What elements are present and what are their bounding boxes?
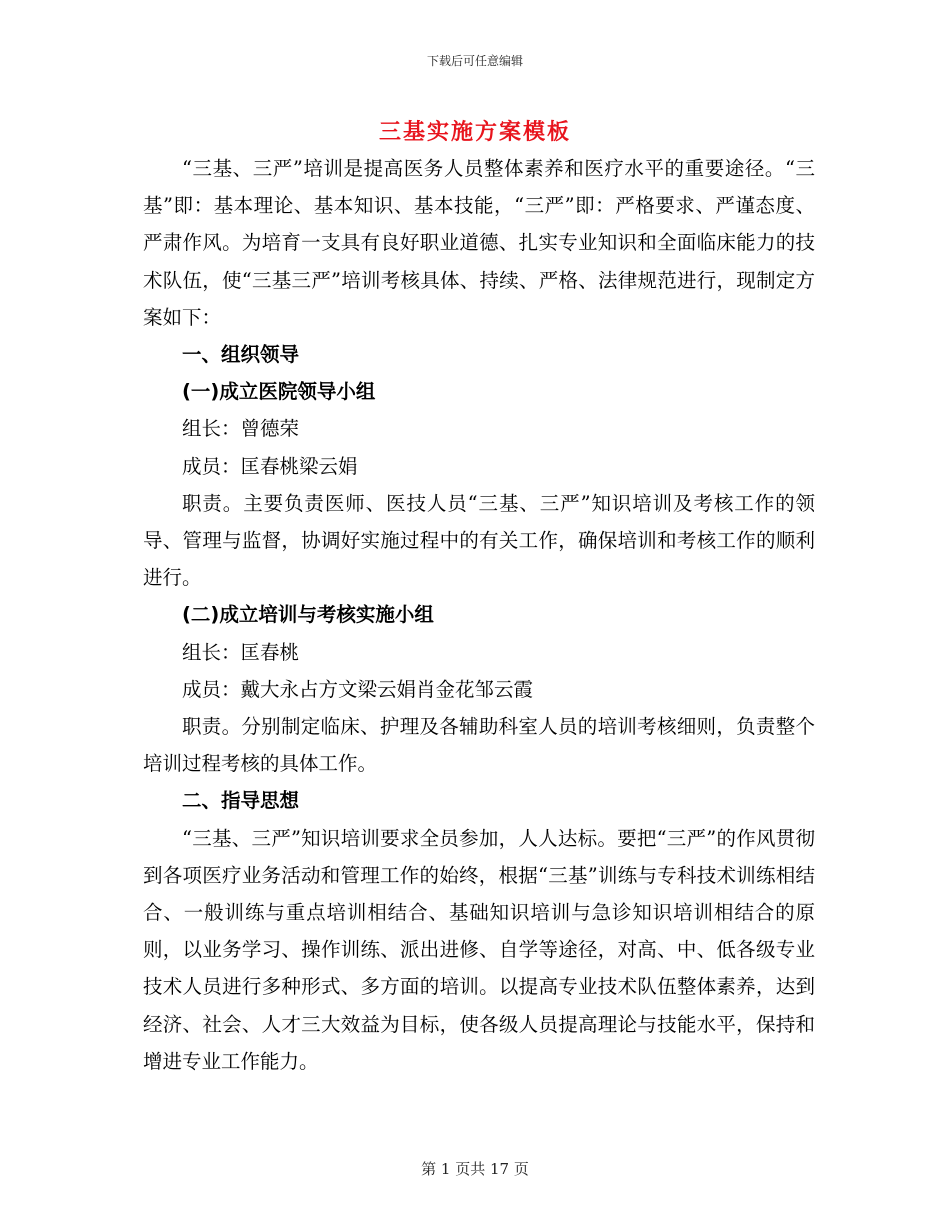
section-heading-guiding-principle: 二、指导思想	[182, 789, 300, 813]
group1-duty: 职责。主要负责医师、医技人员“三基、三严”知识培训及考核工作的领导、管理与监督，协调好实施过程中的有关工作，确保培训和考核工作的顺利进行。	[143, 491, 815, 590]
document-title: 三基实施方案模板	[378, 120, 571, 145]
group2-members: 成员：戴大永占方文梁云娟肖金花邹云霞	[182, 677, 534, 701]
page-header: 下载后可任意编辑	[426, 54, 523, 68]
section-heading-organization: 一、组织领导	[182, 343, 300, 367]
guiding-principle-paragraph: “三基、三严”知识培训要求全员参加，人人达标。要把“三严”的作风贯彻到各项医疗业务活动和管理工作的始终，根据“三基”训练与专科技术训练相结合、一般训练与重点培训相结合、基础知识培训与急诊知识培训相结合的原则，以业务学习、操作训练、派出进修、自学等途径，对高、中、低各级专业技术人员进行多种形式、多方面的培训。以提高专业技术队伍整体素养，达到经济、社会、人才三大效益为目标，使各级人员提高理论与技能水平，保持和增进专业工作能力。	[143, 826, 815, 1073]
group2-leader: 组长：匡春桃	[182, 640, 300, 664]
page-footer: 第 1 页共 17 页	[421, 1160, 529, 1178]
group1-leader: 组长：曾德荣	[182, 417, 300, 441]
group2-duty: 职责。分别制定临床、护理及各辅助科室人员的培训考核细则，负责整个培训过程考核的具体工作。	[143, 715, 815, 776]
group1-members: 成员：匡春桃梁云娟	[182, 454, 358, 478]
intro-paragraph: “三基、三严”培训是提高医务人员整体素养和医疗水平的重要途径。“三基”即：基本理论、基本知识、基本技能，“三严”即：严格要求、严谨态度、严肃作风。为培育一支具有良好职业道德、扎实专业知识和全面临床能力的技术队伍，使“三基三严”培训考核具体、持续、严格、法律规范进行，现制定方案如下：	[143, 157, 815, 329]
subsection-heading-leadership-group: (一)成立医院领导小组	[182, 380, 376, 404]
subsection-heading-training-group: (二)成立培训与考核实施小组	[182, 603, 434, 627]
document-body	[143, 150, 815, 1080]
